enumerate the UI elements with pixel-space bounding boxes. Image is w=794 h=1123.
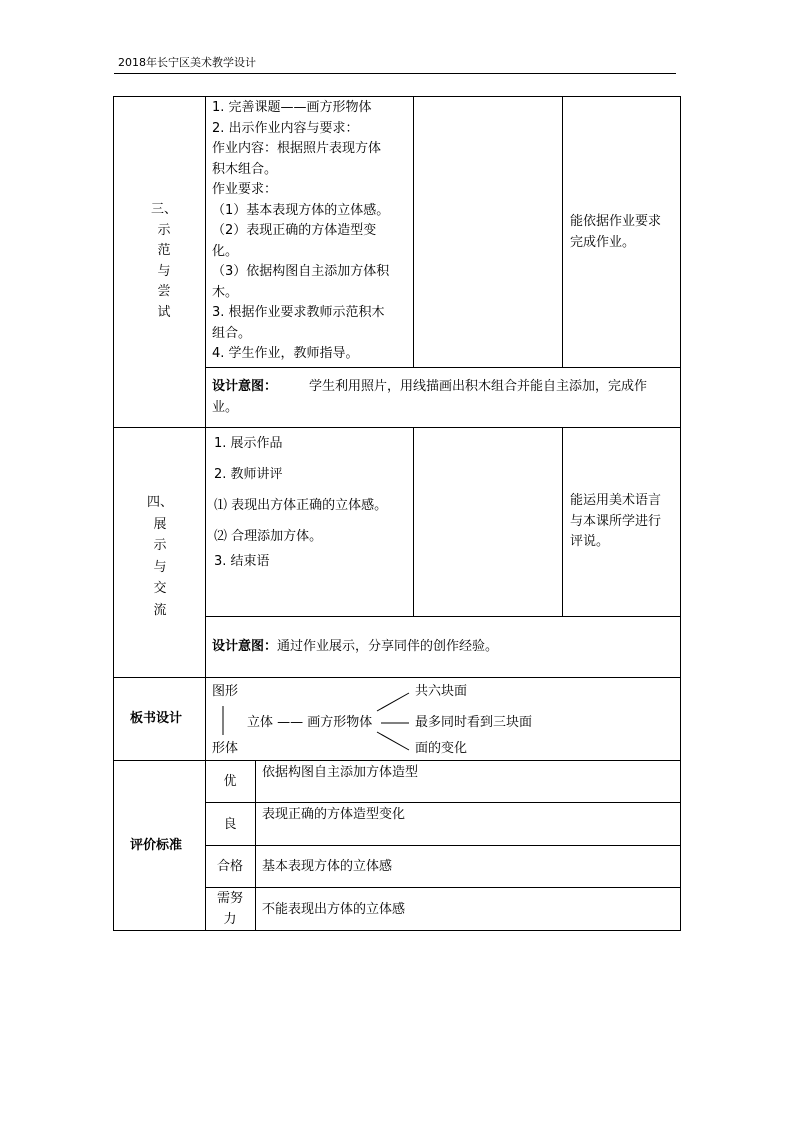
eval-grade-needs-work-l1: 需努 xyxy=(216,891,243,906)
eval-desc-needs-work: 不能表现出方体的立体感 xyxy=(262,902,406,917)
board-branch-line-1 xyxy=(377,693,409,711)
s4-student-line: 与本课所学进行 xyxy=(570,513,662,529)
eval-desc-good: 表现正确的方体造型变化 xyxy=(262,807,406,822)
eval-desc-pass: 基本表现方体的立体感 xyxy=(262,859,393,874)
eval-grade-pass: 合格 xyxy=(216,859,243,874)
eval-grade-excellent: 优 xyxy=(223,774,237,789)
eval-grade-needs-work xyxy=(205,889,255,930)
s4-item-5: 3. 结束语 xyxy=(214,554,270,569)
s4-title-char: 示 xyxy=(153,538,167,553)
board-branch-3: 面的变化 xyxy=(415,741,468,756)
s3-title-char: 示 xyxy=(157,222,171,238)
board-branch-1: 共六块面 xyxy=(415,684,468,699)
s3-intent-text: 学生利用照片，用线描画出积木组合并能自主添加，完成作 xyxy=(309,379,648,394)
s3-line: 木。 xyxy=(212,284,239,300)
s3-line: 作业要求： xyxy=(212,182,278,197)
s3-student-line: 能依据作业要求 xyxy=(570,214,662,229)
eval-grade-needs-work-l2: 力 xyxy=(223,911,237,927)
board-branch-2: 最多同时看到三块面 xyxy=(415,715,533,730)
s3-title-char: 尝 xyxy=(157,284,171,299)
s3-title-char: 三、 xyxy=(150,202,177,217)
s3-line: （1）基本表现方体的立体感。 xyxy=(212,202,390,218)
s4-title-char: 与 xyxy=(153,559,167,575)
s3-line: 2. 出示作业内容与要求： xyxy=(212,120,359,136)
s3-line: 作业内容：根据照片表现方体 xyxy=(212,141,382,156)
s3-line: （3）依据构图自主添加方体积 xyxy=(212,264,390,279)
board-branch-line-3 xyxy=(377,732,409,750)
eval-label: 评价标准 xyxy=(130,838,183,853)
s4-item-1: 1. 展示作品 xyxy=(214,436,283,451)
eval-grade-good: 良 xyxy=(223,817,237,832)
s3-intent-text-cont: 业。 xyxy=(212,399,239,415)
s3-title-char: 范 xyxy=(157,243,171,258)
page-header: 2018年长宁区美术教学设计 xyxy=(118,56,256,69)
s3-line: 化。 xyxy=(212,243,239,259)
s4-item-4: ⑵ 合理添加方体。 xyxy=(214,529,323,544)
board-top-left: 图形 xyxy=(212,684,239,699)
s3-student-line: 完成作业。 xyxy=(570,234,636,250)
s3-intent-label: 设计意图： xyxy=(212,379,278,394)
s4-item-2: 2. 教师讲评 xyxy=(214,467,283,482)
s4-student-line: 评说。 xyxy=(570,534,610,549)
s3-line: 3. 根据作业要求教师示范积木 xyxy=(212,305,385,320)
board-label: 板书设计 xyxy=(130,711,183,726)
s4-title-char: 流 xyxy=(153,602,167,618)
board-bottom-left: 形体 xyxy=(212,741,239,756)
s4-item-3: ⑴ 表现出方体正确的立体感。 xyxy=(214,498,388,513)
s4-student-line: 能运用美术语言 xyxy=(570,493,662,508)
s3-line: （2）表现正确的方体造型变 xyxy=(212,223,377,238)
s4-title-char: 展 xyxy=(153,516,167,532)
s3-line: 1. 完善课题——画方形物体 xyxy=(212,100,372,115)
s4-intent-text: 通过作业展示，分享同伴的创作经验。 xyxy=(277,639,499,654)
s4-title-char: 四、 xyxy=(146,495,173,510)
s4-intent-label: 设计意图： xyxy=(212,639,278,654)
s3-title-char: 试 xyxy=(157,304,171,320)
eval-desc-excellent: 依据构图自主添加方体造型 xyxy=(262,765,419,780)
s3-line: 组合。 xyxy=(212,325,252,341)
s4-title-char: 交 xyxy=(153,581,167,596)
board-center: 立体 —— 画方形物体 xyxy=(247,715,373,730)
s3-title-char: 与 xyxy=(157,263,171,279)
s3-line: 积木组合。 xyxy=(212,161,278,177)
s3-line: 4. 学生作业，教师指导。 xyxy=(212,346,359,361)
